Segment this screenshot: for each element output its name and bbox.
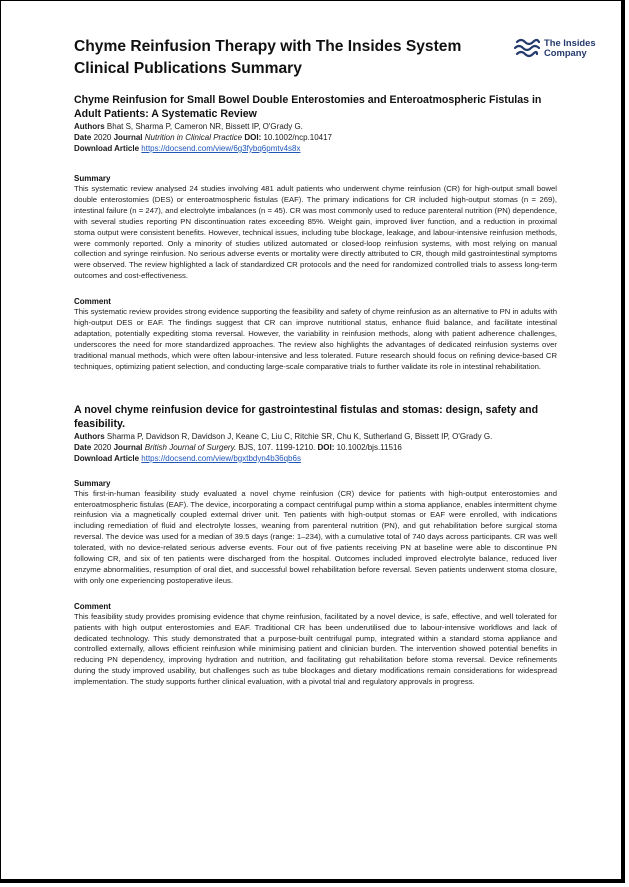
comment-heading: Comment [74, 297, 111, 307]
article-download [74, 143, 557, 154]
date-label: Date [74, 442, 92, 452]
article-1 [74, 93, 557, 373]
publications-list [74, 93, 557, 688]
article-authors [74, 431, 557, 442]
logo-line-2: Company [544, 47, 587, 58]
download-link[interactable]: https://docsend.com/view/6g3fybq6pmtv4s8x [141, 144, 301, 153]
comment-text: This feasibility study provides promising evidence that chyme reinfusion, facilitated by a novel device, is safe, effective, and well tolerated for patients with high output enterostomies and EAF. Traditional CR has been underutilised due to labour-intensive workflows and lack of dedicated technology. This study demonstrated that a purpose-built centrifugal pump, integrated within a standard stoma appliance and controlled externally, allows efficient reinfusion while minimising patient and clinician burden. The intervention showed potential benefits in reducing PN dependency, improving hydration and nutrition, and facilitating gut rehabilitation before stoma reversal. Device refinements during the study improved usability, but challenges such as tube blockages and dietary modifications remain considerations for widespread implementation. The study supports further clinical evaluation, with a pivotal trial and regulatory approvals in progress. [74, 611, 557, 687]
article-download [74, 453, 557, 464]
article-authors [74, 121, 557, 132]
article-title: A novel chyme reinfusion device for gastrointestinal fistulas and stomas: design, safety and feasibility. [74, 403, 539, 430]
company-logo [514, 37, 596, 59]
authors-label: Authors [74, 122, 105, 131]
journal-label: Journal [113, 442, 143, 452]
summary-heading: Summary [74, 478, 111, 488]
logo-wordmark [544, 38, 596, 58]
authors-value: Bhat S, Sharma P, Cameron NR, Bissett IP, O'Grady G. [106, 122, 303, 131]
doi-label: DOI: [317, 442, 335, 452]
journal-label: Journal [113, 133, 143, 142]
download-label: Download Article [74, 453, 140, 463]
date-value: 2020 [93, 442, 112, 452]
journal-value: Nutrition in Clinical Practice [144, 133, 243, 142]
article-publication [74, 132, 557, 143]
authors-label: Authors [74, 431, 105, 441]
authors-value: Sharma P, Davidson R, Davidson J, Keane C, Liu C, Ritchie SR, Chu K, Sutherland G, Bissett IP, O'Grady G. [106, 431, 493, 441]
doi-value: 10.1002/bjs.11516 [336, 442, 402, 452]
document-title-line-1: Chyme Reinfusion Therapy with The Insides System [74, 38, 462, 55]
article-2 [74, 403, 557, 689]
summary-text: This first-in-human feasibility study evaluated a novel chyme reinfusion (CR) device for patients with high-output enterostomies and enteroatmospheric fistulas (EAF). The device, incorporating a compact centrifugal pump within a stoma appliance, enables intermittent chyme reinfusion via a magnetically coupled external driver unit. Ten patients with high-output stomas or EAF were enrolled, with indications including remediation of fluid and electrolyte losses, weaning from parenteral nutrition (PN), and gut rehabilitation before surgical stoma reversal. The device was used for a median of 39.5 days (range: 1–234), with a cumulative total of 740 days across participants. CR was well tolerated, with no device-related serious adverse events. Four out of five patients receiving PN at baseline were able to discontinue PN following CR, and six of ten patients were discharged from the hospital. Outcomes included improved electrolyte balance, reduced liver enzyme abnormalities, resumption of oral diet, and successful bowel rehabilitation before reversal. Seven patients underwent stoma closure, with only one experiencing postoperative ileus. [74, 488, 557, 585]
article-publication [74, 442, 557, 453]
journal-extra: BJS, 107. 1199-1210. [238, 442, 316, 452]
summary-heading: Summary [74, 174, 111, 183]
download-link[interactable]: https://docsend.com/view/bgxtbdyn4b36qb6s [141, 453, 301, 463]
journal-value: British Journal of Surgery. [144, 442, 237, 452]
doi-value: 10.1002/ncp.10417 [263, 133, 332, 142]
document-title [74, 36, 514, 80]
doi-label: DOI: [244, 133, 262, 142]
document-header [74, 36, 514, 80]
download-label: Download Article [74, 144, 140, 153]
document-title-line-2: Clinical Publications Summary [74, 60, 302, 77]
article-title: Chyme Reinfusion for Small Bowel Double Enterostomies and Enteroatmospheric Fistulas in Adult Patients: A Systematic Review [74, 94, 542, 120]
logo-line-1: The Insides [544, 37, 596, 48]
date-value: 2020 [93, 133, 112, 142]
date-label: Date [74, 133, 92, 142]
summary-text: This systematic review analysed 24 studies involving 481 adult patients who underwent chyme reinfusion (CR) for high-output small bowel double enterostomies (DES) or enteroatmospheric fistulas (EAF). The primary indications for CR included high-output stomas (n = 269), intestinal failure (n = 247), and electrolyte imbalances (n = 45). CR was most commonly used to reduce parenteral nutrition (PN) dependence, with several studies reporting PN discontinuation rates exceeding 85%. Weight gain, improved liver function, and a reduction in proximal stoma output were consistent benefits. However, technical issues, including tube blockage, leakage, and labour-intensive reinfusion methods, were commonly reported. Only a minority of studies utilized automated or closed-loop reinfusion systems, with most relying on manual collection and syringe reinfusion. No serious adverse events or mortality were directly attributed to CR, though mild gastrointestinal symptoms were observed. The review highlighted a lack of standardized CR protocols and the need for randomized controlled trials to assess long-term outcomes and cost-effectiveness. [74, 184, 557, 281]
insides-logo-icon [514, 37, 540, 59]
comment-text: This systematic review provides strong evidence supporting the feasibility and safety of chyme reinfusion as an alternative to PN in adults with high-output DES or EAF. The findings suggest that CR can improve nutritional status, enhance fluid balance, and facilitate intestinal adaptation, potentially expediting stoma reversal. However, the variability in reinfusion methods, along with patient adherence challenges, underscores the need for more standardized approaches. The review also highlights the advantages of dedicated reinfusion systems over traditional manual methods, which were often labour-intensive and less tolerated. Future research should focus on refining device-based CR techniques, optimizing patient selection, and conducting large-scale comparative trials to further validate its role in intestinal rehabilitation. [74, 307, 557, 371]
comment-heading: Comment [74, 601, 111, 611]
